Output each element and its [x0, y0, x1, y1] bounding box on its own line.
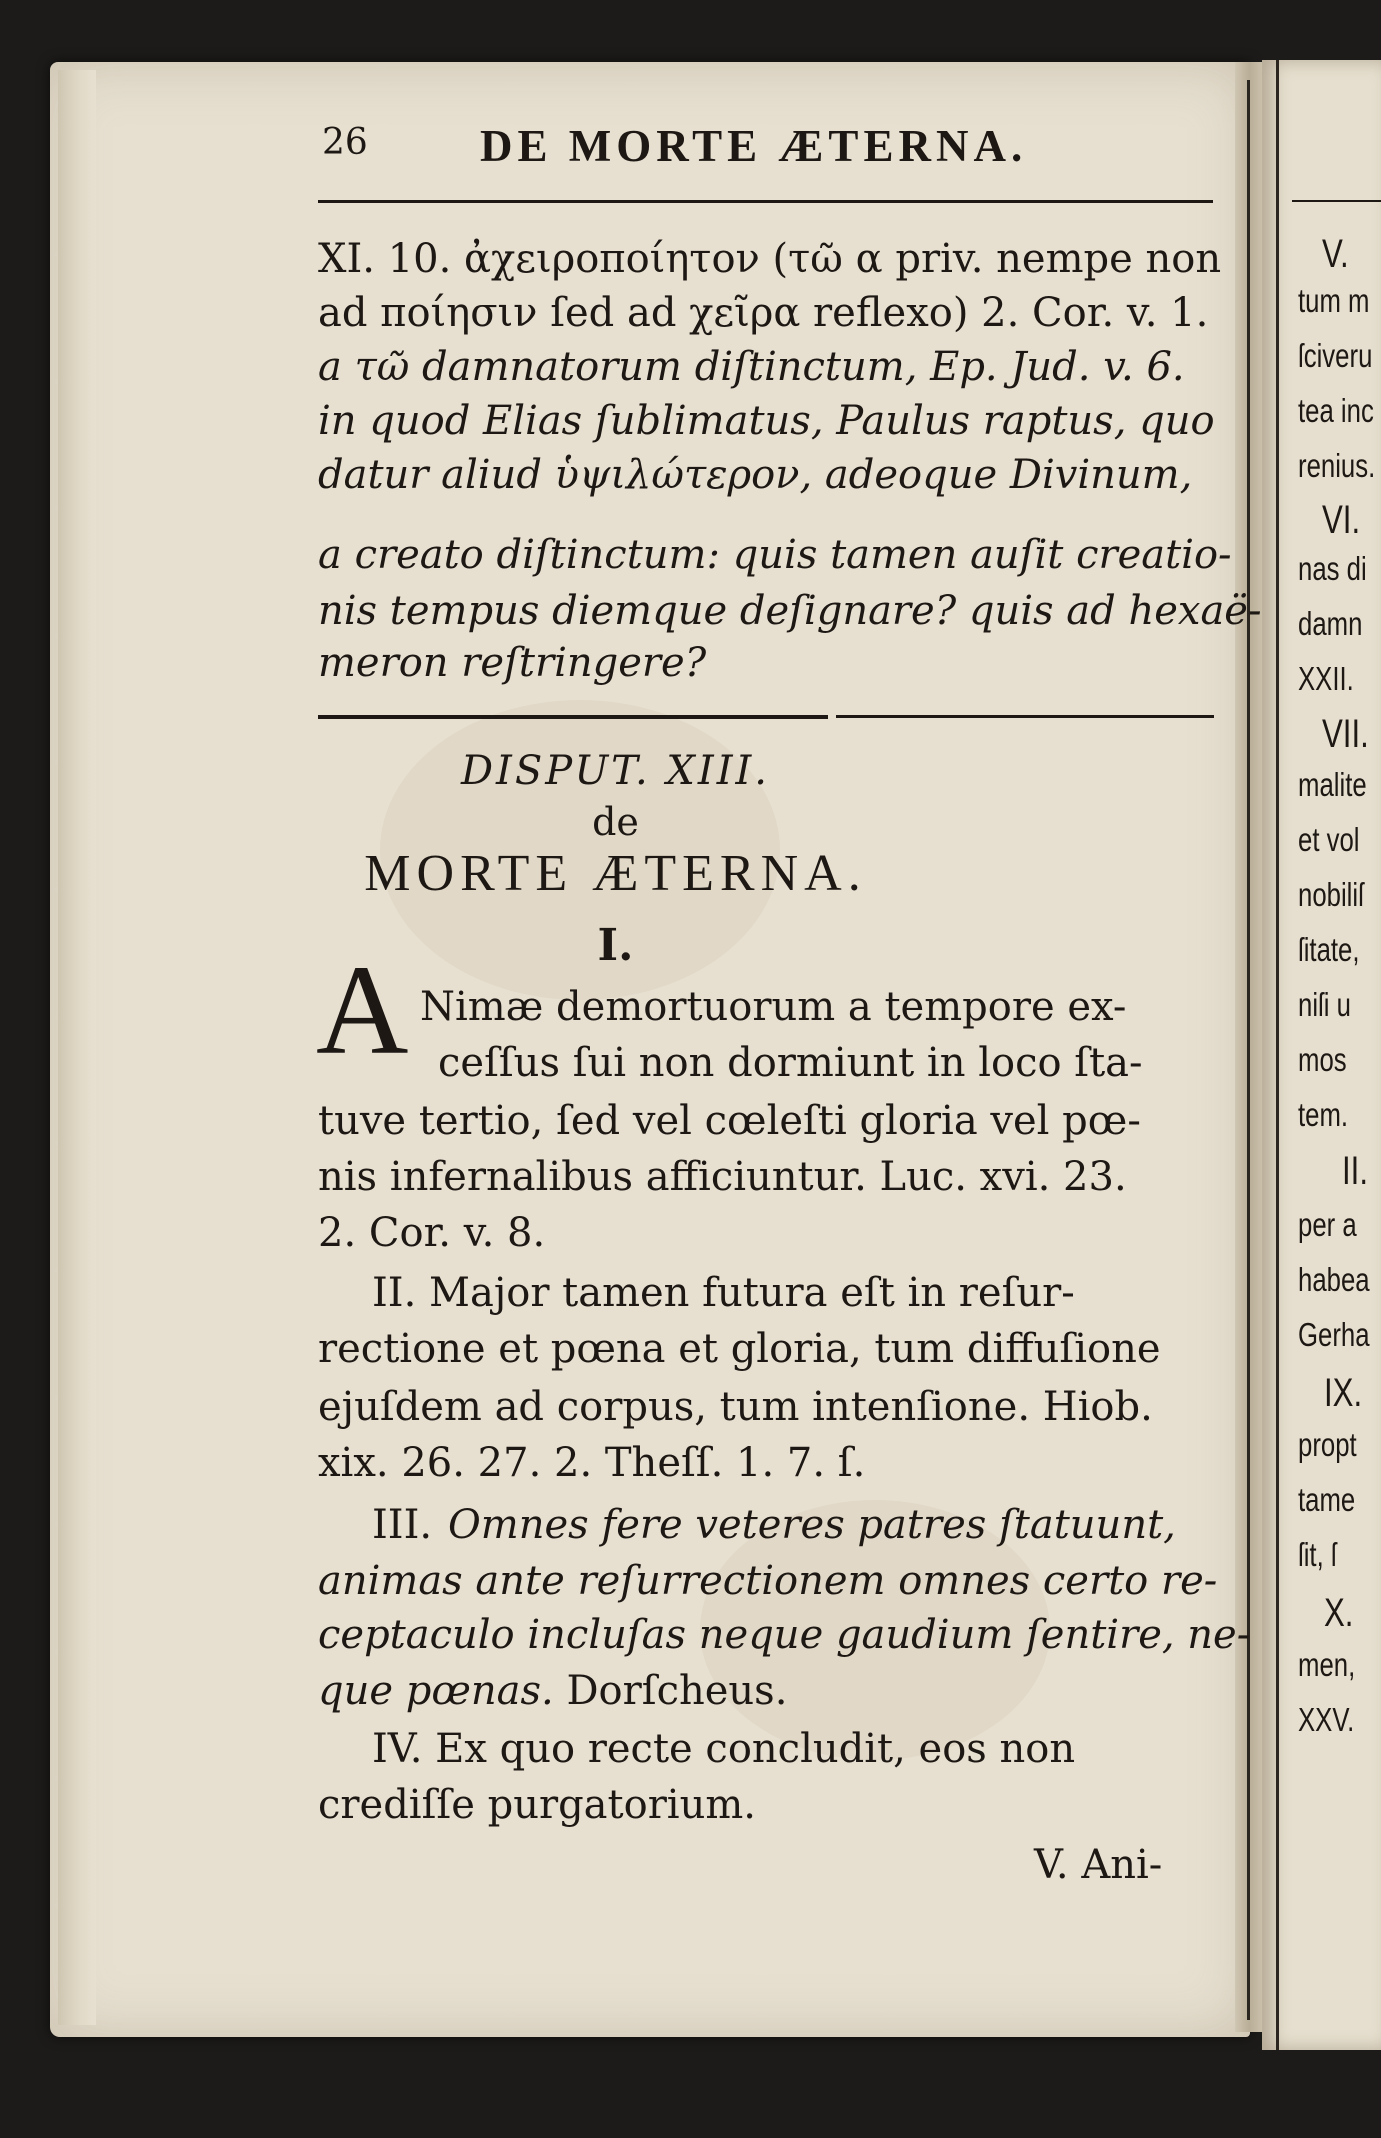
right-page-fragment: II.	[1342, 1149, 1369, 1193]
right-page-fragment: tea inc	[1298, 392, 1374, 429]
right-page-fragment: Gerha	[1298, 1316, 1370, 1353]
paragraph-number: III.	[372, 1502, 433, 1548]
disputation-preposition: de	[592, 800, 639, 844]
section-rule-right	[836, 715, 1214, 718]
right-page-rule	[1276, 60, 1279, 2050]
body-line: IV. Ex quo recte concludit, eos non	[372, 1726, 1076, 1772]
body-line: Omnes fere veteres patres ſtatuunt,	[448, 1502, 1176, 1548]
page-number: 26	[322, 122, 368, 163]
top-block-line: in quod Elias ſublimatus, Paulus raptus, quo	[318, 398, 1215, 444]
right-page-fragment: mos	[1298, 1041, 1347, 1078]
right-page-fragment: V.	[1322, 232, 1349, 276]
disputation-label: DISPUT. XIII.	[460, 748, 771, 794]
author-name: Dorſcheus.	[566, 1668, 788, 1714]
running-title: DE MORTE ÆTERNA.	[480, 121, 1028, 171]
right-page	[1262, 60, 1381, 2050]
body-line: animas ante reſurrectionem omnes certo re-	[318, 1558, 1218, 1604]
body-line: xix. 26. 27. 2. Theſſ. 1. 7. ſ.	[318, 1440, 866, 1486]
right-page-fragment: tem.	[1298, 1096, 1349, 1133]
right-page-fragment: men,	[1298, 1646, 1356, 1683]
top-block-line: datur aliud ὑψιλώτερον, adeoque Divinum,	[318, 452, 1193, 498]
right-page-fragment: XXII.	[1298, 660, 1354, 697]
header-rule	[318, 200, 1213, 203]
top-block-line: meron reſtringere?	[318, 640, 707, 686]
right-page-fragment: ſciveru	[1298, 337, 1373, 374]
right-page-fragment: nas di	[1298, 550, 1367, 587]
right-page-fragment: niſi u	[1298, 986, 1351, 1023]
top-block-line: a τῶ damnatorum diſtinctum, Ep. Jud. v. 6.	[318, 344, 1185, 390]
body-line: ceptaculo incluſas neque gaudium ſentire, ne-	[318, 1612, 1251, 1658]
body-line: tuve tertio, ſed vel cœleſti gloria vel pœ-	[318, 1098, 1141, 1144]
body-line: II. Major tamen futura eſt in reſur-	[372, 1270, 1075, 1316]
body-line: 2. Cor. v. 8.	[318, 1210, 546, 1256]
body-line: ceſſus ſui non dormiunt in loco ſta-	[438, 1040, 1143, 1086]
right-page-fragment: propt	[1298, 1426, 1357, 1463]
body-line: ejuſdem ad corpus, tum intenſione. Hiob.	[318, 1384, 1153, 1430]
right-page-fragment: IX.	[1324, 1371, 1363, 1415]
top-block-line: XI. 10. ἀχειροποίητον (τῶ α priv. nempe non	[318, 236, 1222, 282]
gutter-rule	[1247, 80, 1250, 2020]
right-page-fragment: VI.	[1322, 498, 1361, 542]
right-page-header-rule	[1292, 200, 1381, 202]
body-line: Nimæ demortuorum a tempore ex-	[420, 984, 1127, 1030]
body-line: rectione et pœna et gloria, tum diffuſione	[318, 1326, 1161, 1372]
page-edge	[58, 70, 96, 2025]
catchword: V. Ani-	[1034, 1842, 1163, 1888]
disputation-title: MORTE ÆTERNA.	[364, 845, 867, 902]
top-block-line: nis tempus diemque deſignare? quis ad hexaë-	[318, 588, 1262, 634]
right-page-fragment: nobiliſ	[1298, 876, 1364, 913]
right-page-fragment: malite	[1298, 766, 1367, 803]
right-page-fragment: et vol	[1298, 821, 1360, 858]
section-number: I.	[597, 920, 634, 971]
section-rule-left	[318, 715, 828, 719]
top-block-line: a creato diſtinctum: quis tamen auſit creatio-	[318, 532, 1232, 578]
right-page-fragment: renius.	[1298, 447, 1376, 484]
right-page-fragment: tame	[1298, 1481, 1356, 1518]
top-block-line: ad ποίησιν ſed ad χεῖρα reflexo) 2. Cor. v. 1.	[318, 290, 1209, 336]
right-page-fragment: X.	[1324, 1591, 1354, 1635]
right-page-fragment: ſit, ſ	[1298, 1536, 1337, 1573]
right-page-fragment: XXV.	[1298, 1701, 1355, 1738]
right-page-fragment: habea	[1298, 1261, 1370, 1298]
drop-cap: A	[316, 939, 409, 1081]
right-page-fragment: VII.	[1322, 712, 1369, 756]
body-line-italic: que pœnas.	[318, 1668, 554, 1714]
right-page-fragment: damn	[1298, 605, 1363, 642]
body-line: crediſſe purgatorium.	[318, 1782, 757, 1828]
right-page-fragment: tum m	[1298, 282, 1370, 319]
body-line: nis infernalibus afficiuntur. Luc. xvi. 23.	[318, 1154, 1127, 1200]
right-page-fragment: ſitate,	[1298, 931, 1360, 968]
right-page-fragment: per a	[1298, 1206, 1357, 1243]
